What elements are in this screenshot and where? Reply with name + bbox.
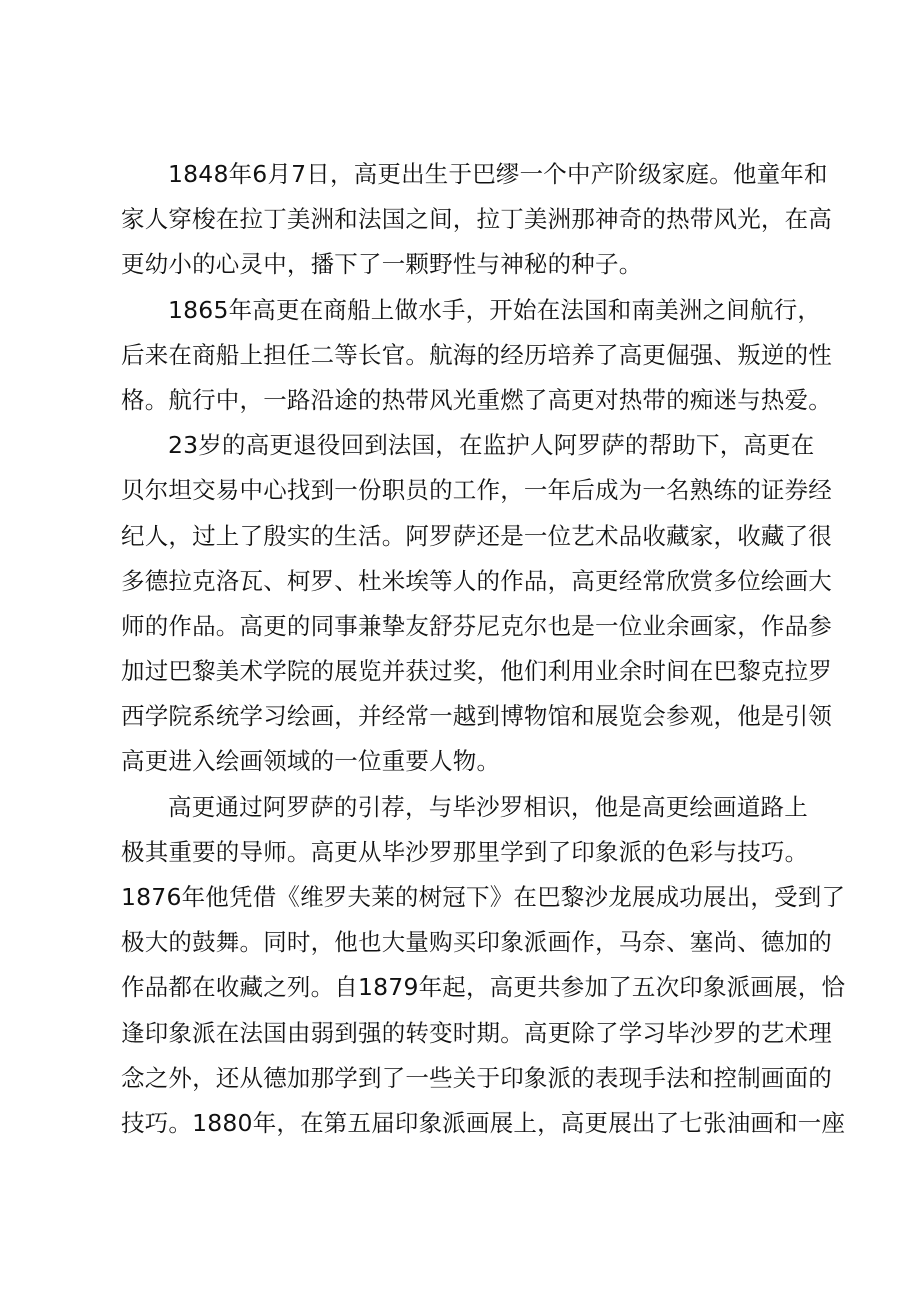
text-line: 极大的鼓舞。同时，他也大量购买印象派画作，马奈、塞尚、德加的 <box>121 928 832 957</box>
text-line: 师的作品。高更的同事兼挚友舒芬尼克尔也是一位业余画家，作品参 <box>121 611 832 640</box>
text-line: 极其重要的导师。高更从毕沙罗那里学到了印象派的色彩与技巧。 <box>121 837 809 866</box>
text-line: 1876年他凭借《维罗夫莱的树冠下》在巴黎沙龙展成功展出，受到了 <box>121 883 846 911</box>
text-line: 更幼小的心灵中，播下了一颗野性与神秘的种子。 <box>121 250 643 279</box>
text-line: 逢印象派在法国由弱到强的转变时期。高更除了学习毕沙罗的艺术理 <box>121 1018 832 1047</box>
text-line: 1848年6月7日，高更出生于巴缪一个中产阶级家庭。他童年和 <box>168 160 828 188</box>
text-line: 加过巴黎美术学院的展览并获过奖，他们利用业余时间在巴黎克拉罗 <box>121 657 832 686</box>
text-line: 1865年高更在商船上做水手，开始在法国和南美洲之间航行， <box>168 295 822 324</box>
text-line: 高更通过阿罗萨的引荐，与毕沙罗相识，他是高更绘画道路上 <box>168 792 808 821</box>
text-line: 技巧。1880年，在第五届印象派画展上，高更展出了七张油画和一座 <box>121 1108 846 1137</box>
text-line: 23岁的高更退役回到法国，在监护人阿罗萨的帮助下，高更在 <box>168 431 815 460</box>
text-line: 后来在商船上担任二等长官。航海的经历培养了高更倔强、叛逆的性 <box>121 340 832 369</box>
text-line: 多德拉克洛瓦、柯罗、杜米埃等人的作品，高更经常欣赏多位绘画大 <box>121 566 832 595</box>
text-line: 西学院系统学习绘画，并经常一越到博物馆和展览会参观，他是引领 <box>121 702 832 731</box>
body-text <box>121 152 846 1146</box>
text-line: 念之外，还从德加那学到了一些关于印象派的表现手法和控制画面的 <box>121 1063 832 1092</box>
text-line: 高更进入绘画领域的一位重要人物。 <box>121 747 501 776</box>
text-line: 家人穿梭在拉丁美洲和法国之间，拉丁美洲那神奇的热带风光，在高 <box>121 205 832 234</box>
text-line: 贝尔坦交易中心找到一份职员的工作，一年后成为一名熟练的证券经 <box>121 476 832 505</box>
text-line: 作品都在收藏之列。自1879年起，高更共参加了五次印象派画展，恰 <box>121 973 846 1002</box>
text-line: 格。航行中，一路沿途的热带风光重燃了高更对热带的痴迷与热爱。 <box>121 385 832 414</box>
text-line: 纪人，过上了殷实的生活。阿罗萨还是一位艺术品收藏家，收藏了很 <box>121 521 832 550</box>
